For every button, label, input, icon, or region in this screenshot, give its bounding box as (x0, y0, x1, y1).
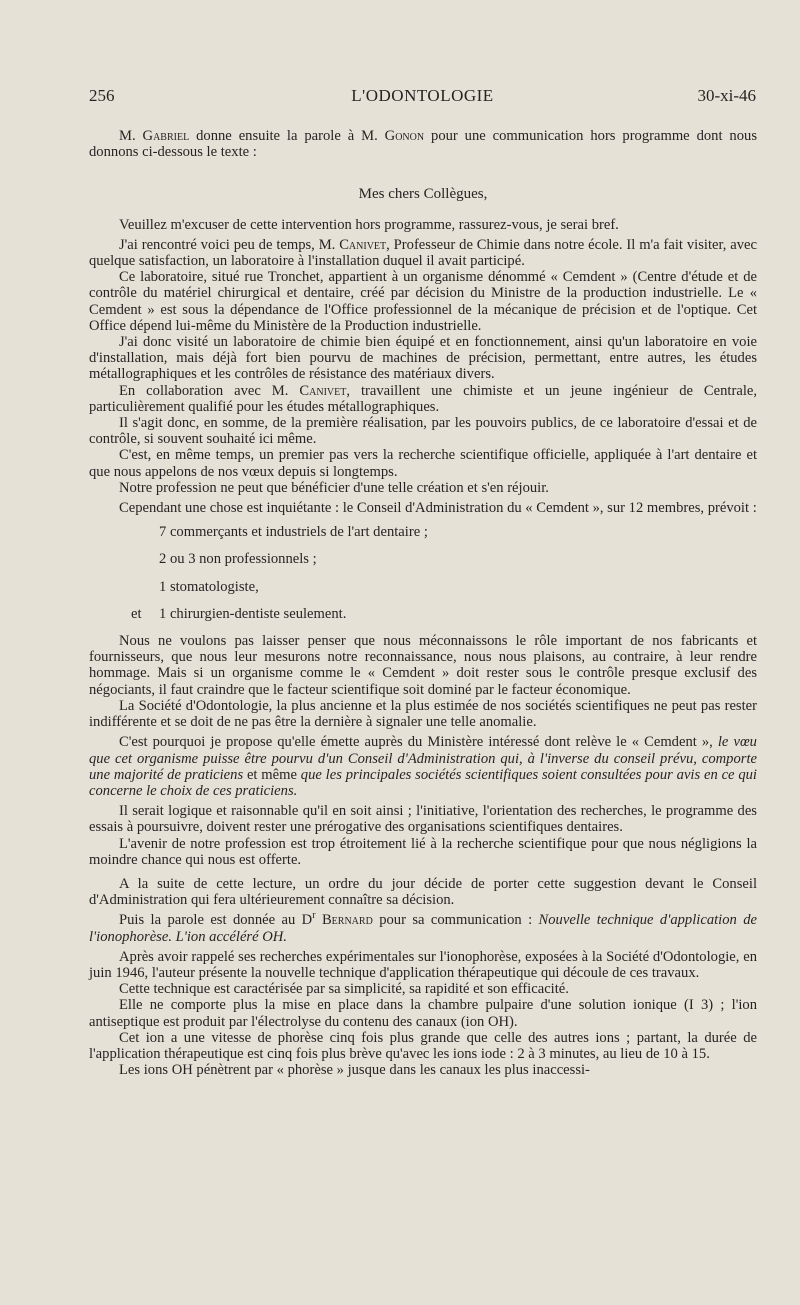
paragraph (89, 734, 757, 799)
person-name: Gonon (384, 128, 425, 144)
paragraph: Veuillez m'excuser de cette intervention hors programme, rassurez-vous, je serai bref. (119, 216, 619, 233)
paragraph: Il serait logique et raisonnable qu'il en soit ainsi ; l'initiative, l'orientation des recherches, le programme des essais à poursuivre, doivent rester une prérogative des organisations scientifiques dentaires. (89, 803, 757, 836)
paragraph: J'ai donc visité un laboratoire de chimie bien équipé et en fonctionnement, ainsi qu'un laboratoire en voie d'installation, mais déjà fort bien pourvu de machines de précision, permettant, entre autres, les études métallographiques et les contrôles de résistance des matériaux divers. (89, 334, 757, 383)
paragraph-text: C'est pourquoi je propose qu'elle émette auprès du Ministère intéressé dont relève le « Cemdent », (119, 734, 718, 751)
paragraph: La Société d'Odontologie, la plus ancienne et la plus estimée de nos sociétés scientifiques ne peut pas rester indifférente et se doit de ne pas être la dernière à signaler une telle anomalie. (89, 697, 757, 731)
body-text (89, 128, 757, 1078)
paragraph (89, 237, 757, 269)
paragraph-text: pour sa communication : (372, 912, 539, 929)
paragraph: Notre profession ne peut que bénéficier d'une telle création et s'en réjouir. (119, 479, 549, 496)
page-number: 256 (89, 86, 115, 105)
list-item (131, 606, 757, 622)
list-item-text: 2 ou 3 non professionnels ; (159, 551, 317, 568)
communication-title: Nouvelle technique d'application de l'ionophorèse. L'ion accéléré OH. (89, 912, 757, 945)
list-item-text: 1 chirurgien-dentiste seulement. (159, 605, 347, 622)
paragraph (89, 912, 757, 944)
person-name: Bernard (321, 912, 373, 929)
list-item-prefix: et (131, 605, 142, 622)
board-composition-list (89, 524, 757, 622)
paragraph: Cette technique est caractérisée par sa simplicité, sa rapidité et son efficacité. (119, 981, 569, 998)
intro-text: M. (119, 128, 136, 144)
paragraph: Elle ne comporte plus la mise en place dans la chambre pulpaire d'une solution ionique (I 3) ; l'ion antiseptique est produit par l'électrolyse du contenu des canaux (ion OH). (89, 997, 757, 1030)
paragraph-text: , Professeur de Chimie dans notre école. Il m'a fait visiter, avec quelque satisfaction, un laboratoire à l'installation duquel il avait participé. (89, 236, 757, 270)
superscript: r (312, 910, 316, 922)
paragraph-text: , travaillent une chimiste et un jeune ingénieur de Centrale, particulièrement qualifié pour les études métallographiques. (89, 382, 758, 415)
list-item-text: 7 commerçants et industriels de l'art dentaire ; (159, 524, 428, 541)
salutation: Mes chers Collègues, (358, 186, 488, 203)
paragraph: Ce laboratoire, situé rue Tronchet, appartient à un organisme dénommé « Cemdent » (Centre d'étude et de contrôle du matériel chirurgical et dentaire, créé par décision du Ministre de la production industrielle. Le « Cemdent » est sous la dépendance de l'Office professionnel de la mécanique de précision et de l'optique. Cet Office dépend lui-même du Ministère de la Production industrielle. (89, 269, 757, 334)
intro-text: pour une communication hors programme dont nous donnons ci-dessous le texte : (89, 128, 757, 161)
running-header (89, 86, 756, 110)
paragraph: Nous ne voulons pas laisser penser que nous méconnaissons le rôle important de nos fabricants et fournisseurs, que nous leur mesurons notre reconnaissance, nous nous plaisons, au contraire, à leur rendre hommage. Mais si un organisme comme le « Cemdent » doit rester sous le contrôle presque exclusif des négociants, il faut craindre que le facteur scientifique soit dominé par le facteur économique. (89, 633, 757, 698)
paragraph: Cet ion a une vitesse de phorèse cinq fois plus grande que celle des autres ions ; partant, la durée de l'application thérapeutique est cinq fois plus brève qu'avec les ions iode : 2 à 3 minutes, au lieu de 10 à 15. (89, 1029, 757, 1062)
paragraph: Après avoir rappelé ses recherches expérimentales sur l'ionophorèse, exposées à la Société d'Odontologie, en juin 1946, l'auteur présente la nouvelle technique d'application thérapeutique qui découle de ces travaux. (89, 948, 757, 981)
paragraph: Cependant une chose est inquiétante : le Conseil d'Administration du « Cemdent », sur 12 membres, prévoit : (119, 500, 757, 517)
paragraph-text: Puis la parole est donnée au D (119, 912, 313, 929)
list-item (159, 524, 757, 540)
journal-title: L'ODONTOLOGIE (351, 86, 494, 105)
list-item (159, 551, 757, 567)
paragraph: C'est, en même temps, un premier pas vers la recherche scientifique officielle, appliquée à l'art dentaire et que nous appelons de nos vœux depuis si longtemps. (89, 447, 757, 480)
paragraph-text: En collaboration avec M. (119, 382, 300, 399)
person-name: Canivet (299, 382, 347, 399)
list-item (159, 579, 757, 595)
paragraph-text: J'ai rencontré voici peu de temps, M. (119, 236, 340, 253)
list-item-text: 1 stomatologiste, (159, 578, 259, 595)
intro-text: donne ensuite la parole à M. (189, 128, 385, 144)
person-name: Canivet (339, 236, 387, 253)
person-name: Gabriel (142, 128, 190, 144)
paragraph: L'avenir de notre profession est trop étroitement lié à la recherche scientifique pour que nous négligions la moindre chance qui nous est offerte. (89, 835, 757, 868)
paragraph: Les ions OH pénètrent par « phorèse » jusque dans les canaux les plus inaccessi- (119, 1062, 590, 1079)
paragraph (89, 383, 757, 415)
intro-paragraph (89, 128, 757, 160)
italic-text: que les principales sociétés scientifiques soient consultées pour avis en ce qui concerne le choix de ces praticiens. (89, 766, 757, 799)
paragraph: Il s'agit donc, en somme, de la première réalisation, par les pouvoirs publics, de ce laboratoire d'essai et de contrôle, si souvent souhaité ici même. (89, 415, 757, 448)
italic-text: le vœu que cet organisme puisse être pourvu d'un Conseil d'Administration qui, à l'inverse du conseil prévu, comporte une majorité de praticiens (89, 734, 757, 783)
paragraph: A la suite de cette lecture, un ordre du jour décide de porter cette suggestion devant le Conseil d'Administration qui fera ultérieurement connaître sa décision. (89, 875, 757, 909)
issue-date: 30-xi-46 (697, 86, 756, 105)
paragraph-text: et même (243, 766, 301, 783)
